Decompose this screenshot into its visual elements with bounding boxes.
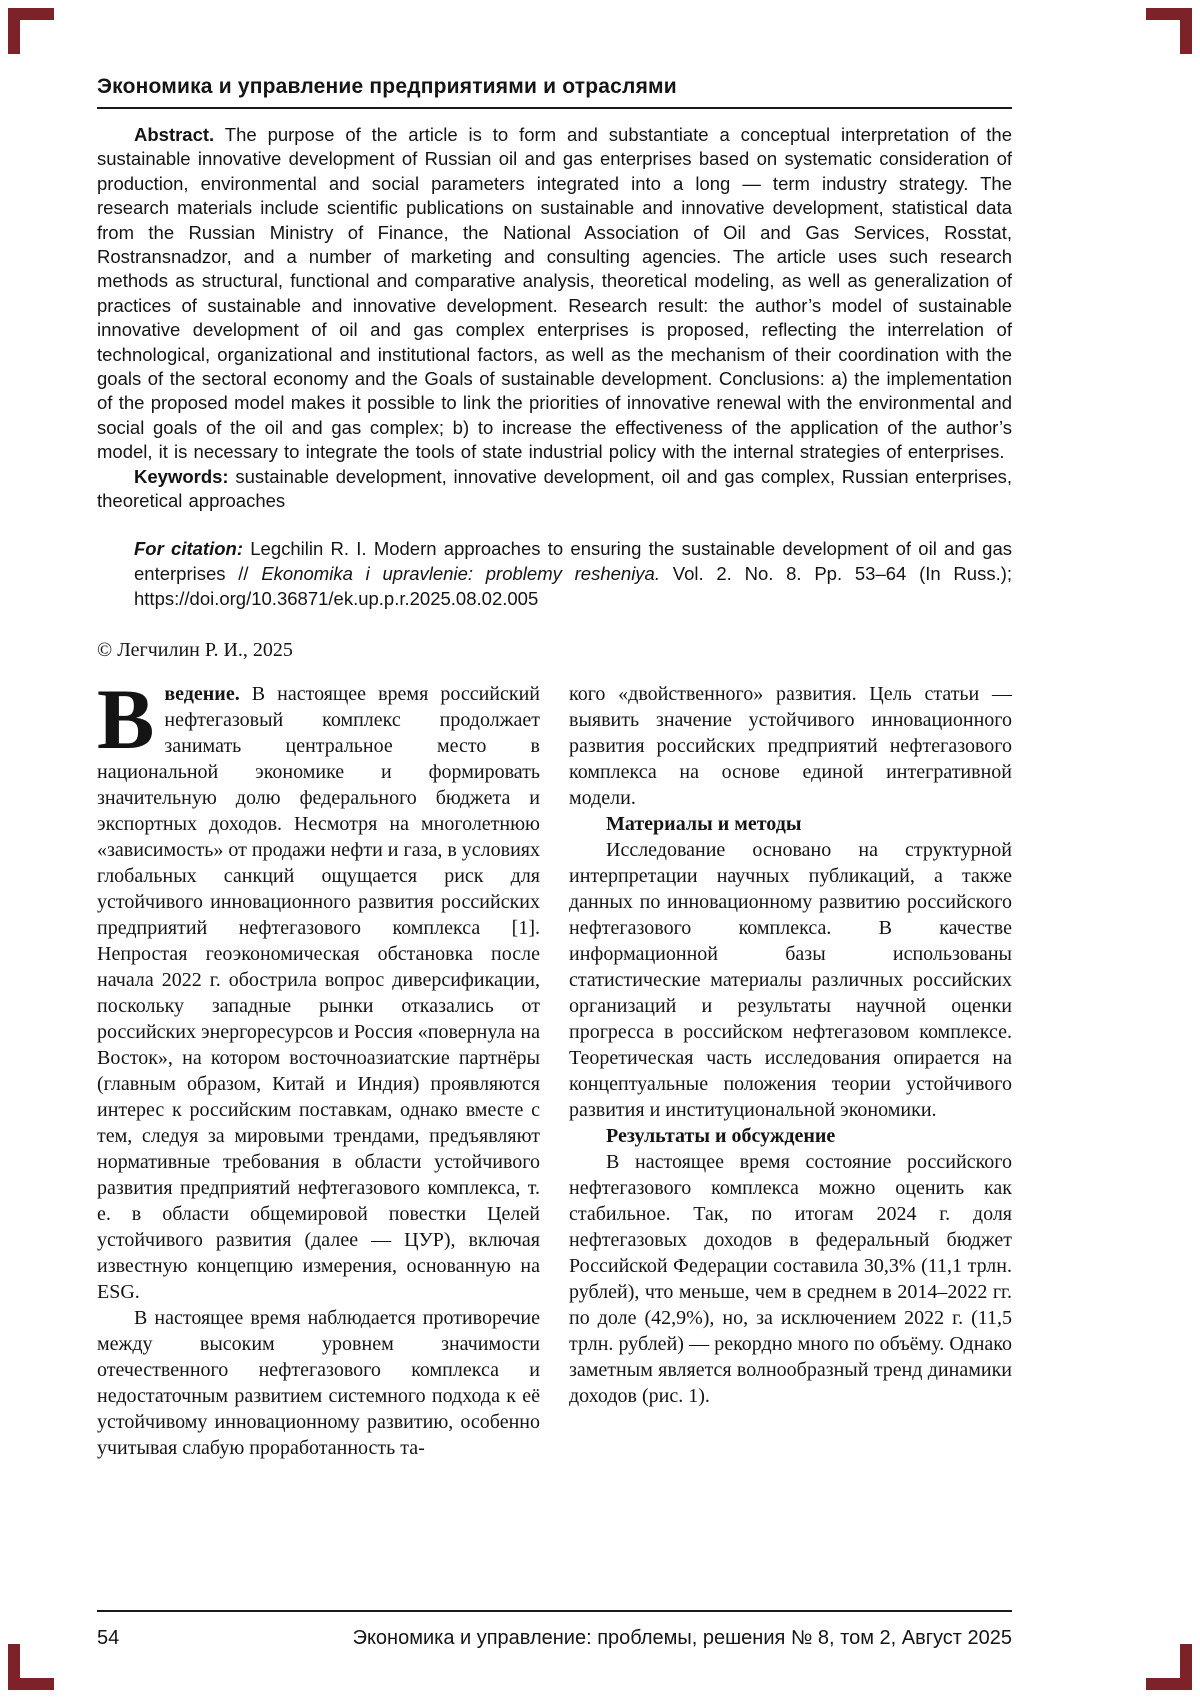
- header-rule: [97, 107, 1012, 109]
- citation-paragraph: [134, 536, 1012, 611]
- page-footer: [97, 1610, 1012, 1650]
- citation-text-after-journal: Vol. 2. No. 8. Pp. 53–64 (In Russ.); https://doi.org/10.36871/ek.up.p.r.2025.08.02.005: [134, 562, 1013, 609]
- corner-mark-bottom-left: [8, 1644, 54, 1690]
- footer-row: [97, 1612, 1012, 1650]
- corner-mark-top-left: [8, 8, 54, 54]
- abstract-section: [97, 123, 1012, 514]
- body-paragraph: В настоящее время состояние российского нефтегазового комплекса можно оценить как стабильное. Так, по итогам 2024 г. доля нефтегазовых доходов в федеральный бюджет Российской Федерации составила 30,3% (11,1 трлн. рублей), что меньше, чем в среднем в 2014–2022 гг. по доле (42,9%), но, за исключением 2022 г. (11,5 трлн. рублей) — рекордно много по объёму. Однако заметным является волнообразный тренд динамики доходов (рис. 1).: [569, 1150, 1012, 1407]
- corner-mark-bottom-right: [1146, 1644, 1192, 1690]
- section-heading-results: Результаты и обсуждение: [606, 1124, 836, 1147]
- keywords-label: Keywords:: [134, 465, 229, 487]
- body-paragraph: В настоящее время наблюдается противоречие между высоким уровнем значимости отечественного нефтегазового комплекса и недостаточным развитием системного подхода к её устойчивому инновационному развитию, особенно учитывая слабую проработанность та-: [97, 1306, 540, 1459]
- article-columns: [97, 670, 1012, 1461]
- page-number: 54: [97, 1627, 120, 1649]
- citation-label: For citation:: [134, 537, 243, 559]
- abstract-text: The purpose of the article is to form and substantiate a conceptual interpretation of the sustainable innovative development of Russian oil and gas enterprises based on systematic consideration of production, environmental and social parameters integrated into a long — term industry strategy. The research materials include scientific publications on sustainable and innovative development, statistical data from the Russian Ministry of Finance, the National Association of Oil and Gas Services, Rosstat, Rostransnadzor, and a number of marketing and consulting agencies. The article uses such research methods as structural, functional and comparative analysis, theoretical modeling, as well as generalization of practices of sustainable and innovative development. Research result: the author’s model of sustainable innovative development of oil and gas complex enterprises is proposed, reflecting the interrelation of technological, organizational and institutional factors, as well as the mechanism of their coordination with the goals of the sectoral economy and the Goals of sustainable development. Conclusions: a) the implementation of the proposed model makes it possible to link the priorities of innovative renewal with the environmental and social goals of the oil and gas complex; b) to increase the effectiveness of the application of the author’s model, it is necessary to integrate the tools of state industrial policy with the internal strategies of enterprises.: [97, 124, 1012, 463]
- running-head: Экономика и управление предприятиями и отраслями: [97, 75, 677, 98]
- keywords-paragraph: [97, 465, 1012, 514]
- copyright-line: © Легчилин Р. И., 2025: [97, 638, 293, 661]
- drop-cap: В: [97, 670, 155, 767]
- page-header: [97, 0, 1012, 109]
- abstract-label: Abstract.: [134, 124, 215, 145]
- abstract-paragraph: [97, 123, 1012, 465]
- citation-block: [134, 536, 1012, 611]
- footer-journal-line: Экономика и управление: проблемы, решения № 8, том 2, Август 2025: [352, 1627, 1012, 1649]
- section-heading-methods: Материалы и методы: [606, 812, 802, 835]
- column-right: [569, 681, 1012, 1461]
- intro-heading: ведение.: [164, 682, 240, 705]
- citation-journal-title: Ekonomika i upravlenie: problemy resheniya.: [261, 562, 660, 584]
- column-left: [97, 670, 541, 1461]
- body-paragraph: Исследование основано на структурной интерпретации научных публикаций, а также данных по инновационному развитию российского нефтегазового комплекса. В качестве информационной базы использованы статистические материалы различных российских организаций и результаты научной оценки прогресса в российском нефтегазовом комплексе. Теоретическая часть исследования опирается на концептуальные положения теории устойчивого развития и институциональной экономики.: [569, 838, 1012, 1121]
- intro-paragraph: [97, 670, 541, 1305]
- body-paragraph: кого «двойственного» развития. Цель статьи — выявить значение устойчивого инновационного развития российских предприятий нефтегазового комплекса на основе единой интегративной модели.: [569, 682, 1012, 809]
- citation-text-before-journal: Legchilin R. I. Modern approaches to ensuring the sustainable development of oil and gas enterprises //: [134, 537, 1013, 584]
- page-content: [97, 0, 1012, 1461]
- keywords-text: sustainable development, innovative development, oil and gas complex, Russian enterprises, theoretical approaches: [97, 465, 1012, 512]
- corner-mark-top-right: [1146, 8, 1192, 54]
- intro-text: В настоящее время российский нефтегазовый комплекс продолжает занимать центральное место в национальной экономике и формировать значительную долю федерального бюджета и экспортных доходов. Несмотря на многолетнюю «зависимость» от продажи нефти и газа, в условиях глобальных санкций ощущается риск для устойчивого инновационного развития российских предприятий нефтегазового комплекса [1]. Непростая геоэкономическая обстановка после начала 2022 г. обострила вопрос диверсификации, поскольку западные рынки отказались от российских энергоресурсов и Россия «повернула на Восток», на котором восточноазиатские партнёры (главным образом, Китай и Индия) проявляются интерес к российским поставкам, однако вместе с тем, следуя за мировыми трендами, предъявляют нормативные требования в области устойчивого развития предприятий нефтегазового комплекса, т. е. в области общемировой повестки Целей устойчивого развития (далее — ЦУР), включая известную концепцию измерения, основанную на ESG.: [97, 682, 541, 1303]
